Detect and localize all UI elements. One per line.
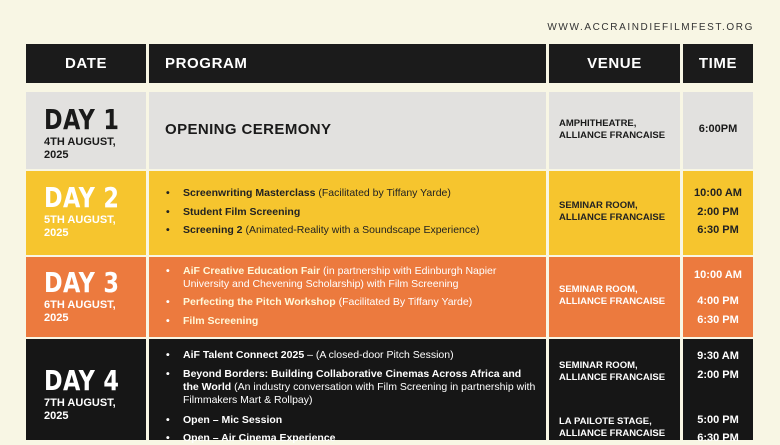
day-cell bbox=[26, 257, 146, 337]
time-value: 6:30 PM bbox=[697, 432, 739, 444]
program-title: OPENING CEREMONY bbox=[165, 121, 332, 138]
venue-text: AMPHITHEATRE, ALLIANCE FRANCAISE bbox=[559, 118, 666, 141]
header-date: DATE bbox=[26, 44, 146, 83]
time-value: 10:00 AM bbox=[694, 269, 742, 281]
day-date: 7TH AUGUST, 2025 bbox=[44, 397, 116, 422]
day-label: DAY 3 bbox=[44, 266, 120, 299]
time-value: 6:30 PM bbox=[697, 314, 739, 326]
header-time: TIME bbox=[683, 44, 753, 83]
website-url[interactable]: WWW.ACCRAINDIEFILMFEST.ORG bbox=[547, 22, 754, 33]
venue-cell bbox=[549, 257, 680, 337]
day-cell bbox=[26, 171, 146, 255]
venue-cell bbox=[549, 339, 680, 440]
time-value: 5:00 PM bbox=[697, 414, 739, 426]
day-date: 5TH AUGUST, 2025 bbox=[44, 214, 116, 239]
time-value: 4:00 PM bbox=[697, 295, 739, 307]
program-cell bbox=[149, 92, 546, 169]
day-label: DAY 1 bbox=[44, 103, 120, 136]
program-item: • Perfecting the Pitch Workshop (Facilitated By Tiffany Yarde) bbox=[165, 296, 538, 309]
day-cell bbox=[26, 92, 146, 169]
day-label: DAY 4 bbox=[44, 364, 120, 397]
time-cell bbox=[683, 339, 753, 444]
venue-text: SEMINAR ROOM, ALLIANCE FRANCAISE bbox=[559, 284, 666, 307]
time-value: 2:00 PM bbox=[697, 206, 739, 218]
day-cell bbox=[26, 339, 146, 440]
venue-text: SEMINAR ROOM, ALLIANCE FRANCAISE bbox=[559, 200, 666, 223]
venue-cell bbox=[549, 92, 680, 169]
time-value: 6:00PM bbox=[698, 123, 738, 135]
program-item: • AiF Talent Connect 2025 – (A closed-door Pitch Session) bbox=[165, 349, 538, 362]
program-cell bbox=[149, 257, 546, 337]
day-date: 6TH AUGUST, 2025 bbox=[44, 299, 116, 324]
header-program: PROGRAM bbox=[149, 44, 546, 83]
time-value: 6:30 PM bbox=[697, 224, 739, 236]
venue-cell bbox=[549, 171, 680, 255]
time-value: 9:30 AM bbox=[697, 350, 739, 362]
program-item: • Open – Air Cinema Experience bbox=[165, 432, 538, 445]
program-item: • Screening 2 (Animated-Reality with a Soundscape Experience) bbox=[165, 224, 538, 237]
venue-text: LA PAILOTE STAGE, ALLIANCE FRANCAISE bbox=[559, 416, 666, 439]
program-item: • Screenwriting Masterclass (Facilitated by Tiffany Yarde) bbox=[165, 187, 538, 200]
program-item: • Film Screening bbox=[165, 315, 538, 328]
day-label: DAY 2 bbox=[44, 181, 120, 214]
venue-text: SEMINAR ROOM, ALLIANCE FRANCAISE bbox=[559, 360, 666, 383]
program-item: • AiF Creative Education Fair (in partnership with Edinburgh Napier University and Chevening Scholarship) with Film Screening bbox=[165, 265, 538, 291]
time-value: 10:00 AM bbox=[694, 187, 742, 199]
header-venue: VENUE bbox=[549, 44, 680, 83]
time-value: 2:00 PM bbox=[697, 369, 739, 381]
program-item: • Open – Mic Session bbox=[165, 414, 538, 427]
day-date: 4TH AUGUST, 2025 bbox=[44, 136, 116, 161]
program-item: • Beyond Borders: Building Collaborative Cinemas Across Africa and the World (An industry conversation with Film Screening in partnership with Filmmakers Mart & Rollpay) bbox=[165, 368, 538, 407]
time-cell bbox=[683, 92, 753, 169]
time-cell bbox=[683, 257, 753, 337]
program-cell bbox=[149, 339, 546, 444]
program-cell bbox=[149, 171, 546, 255]
time-cell bbox=[683, 171, 753, 255]
program-item: • Student Film Screening bbox=[165, 206, 538, 219]
